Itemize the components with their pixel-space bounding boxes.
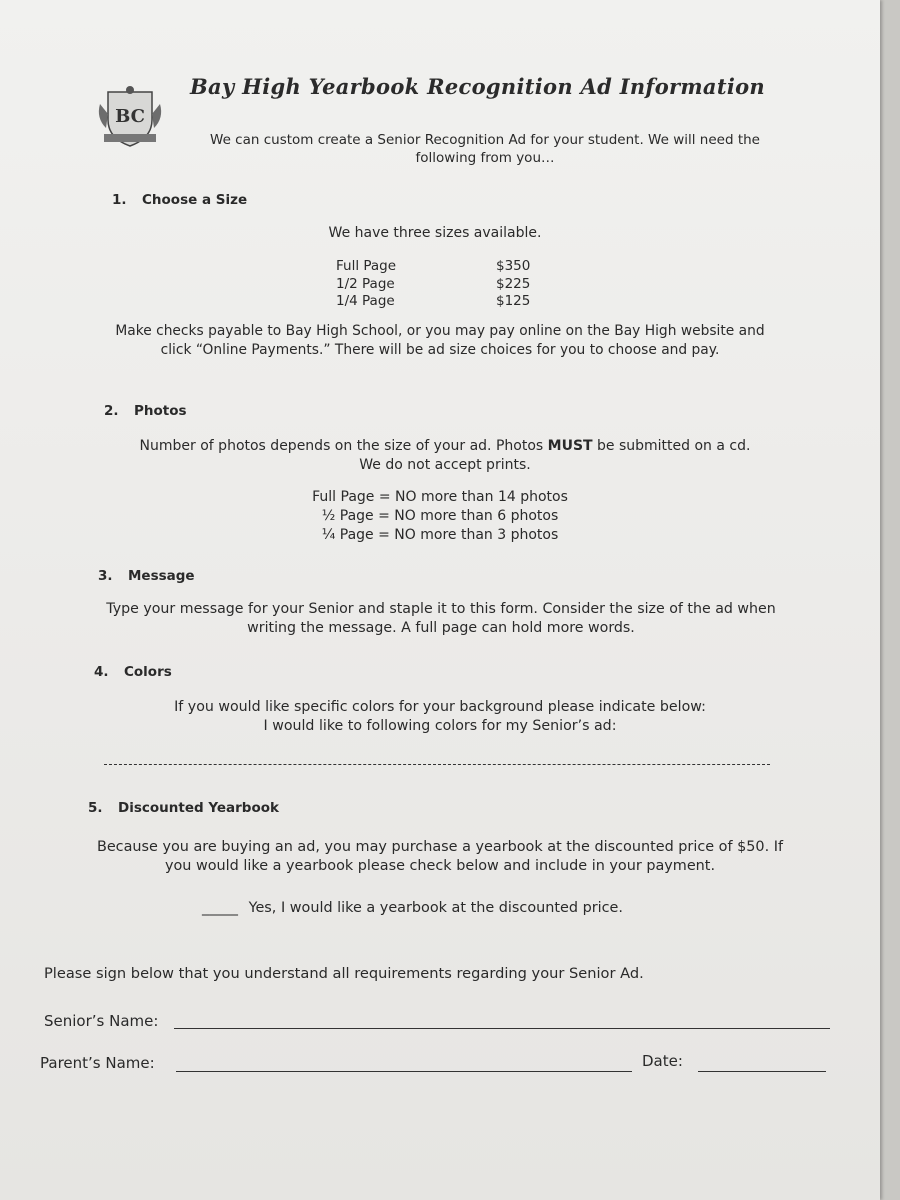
svg-text:BC: BC	[115, 106, 145, 127]
section-message-heading	[98, 568, 195, 584]
price-size: 1/4 Page	[336, 293, 395, 309]
section-number: 4.	[94, 664, 109, 680]
photos-line-1	[90, 437, 800, 456]
price-row	[336, 293, 556, 311]
photos-line-1-b: be submitted on a cd.	[592, 438, 751, 454]
section-colors-heading	[94, 664, 172, 680]
photo-limits-list	[230, 488, 650, 545]
senior-name-line[interactable]	[174, 1028, 830, 1029]
price-value: $225	[496, 275, 531, 292]
yearbook-check-blank[interactable]: _____	[202, 900, 238, 916]
bay-high-crest-logo	[94, 84, 166, 150]
photo-limit-item: ¼ Page = NO more than 3 photos	[321, 527, 559, 543]
intro-line-2: following from you…	[415, 150, 555, 166]
price-row	[336, 276, 556, 294]
yearbook-text	[50, 838, 830, 876]
payment-text	[60, 322, 820, 360]
message-text	[56, 600, 826, 638]
section-number: 2.	[104, 403, 119, 419]
intro-line-1: We can custom create a Senior Recognition Ad for your student. We will need the	[210, 132, 760, 148]
yearbook-checkbox-row	[202, 900, 722, 916]
date-label: Date:	[642, 1052, 683, 1070]
section-photos-heading	[104, 403, 187, 419]
section-title: Choose a Size	[142, 192, 248, 208]
senior-name-label: Senior’s Name:	[44, 1012, 159, 1030]
yearbook-line-2: you would like a yearbook please check below and include in your payment.	[164, 858, 716, 874]
section-number: 3.	[98, 568, 113, 584]
colors-line-2: I would like to following colors for my Senior’s ad:	[263, 718, 617, 734]
intro-text	[170, 131, 800, 167]
price-table	[336, 258, 556, 311]
parent-name-label: Parent’s Name:	[40, 1054, 155, 1072]
section-title: Discounted Yearbook	[118, 800, 279, 816]
price-row	[336, 258, 556, 276]
photos-line-1-a: Number of photos depends on the size of your ad. Photos	[139, 438, 548, 454]
section-size-heading	[112, 192, 247, 208]
yearbook-line-1: Because you are buying an ad, you may purchase a yearbook at the discounted price of $50. If	[96, 839, 784, 855]
price-value: $125	[496, 293, 531, 309]
section-number: 1.	[112, 192, 127, 208]
price-value: $350	[496, 258, 531, 274]
message-line-2: writing the message. A full page can hold more words.	[247, 620, 635, 636]
colors-text	[110, 698, 770, 736]
yearbook-check-label: Yes, I would like a yearbook at the discounted price.	[248, 900, 623, 916]
price-size: Full Page	[336, 258, 397, 274]
signature-instruction: Please sign below that you understand all requirements regarding your Senior Ad.	[44, 965, 644, 982]
photos-text	[90, 437, 800, 475]
price-size: 1/2 Page	[336, 275, 395, 292]
section-title: Colors	[124, 664, 172, 680]
photos-line-2: We do not accept prints.	[359, 457, 531, 473]
section-title: Message	[128, 568, 195, 584]
size-lead-text: We have three sizes available.	[328, 225, 542, 241]
page-title: Bay High Yearbook Recognition Ad Information	[190, 74, 765, 99]
photo-limit-item: ½ Page = NO more than 6 photos	[321, 508, 559, 524]
message-line-1: Type your message for your Senior and staple it to this form. Consider the size of the ad when	[106, 601, 776, 617]
payment-line-2: click “Online Payments.” There will be ad size choices for you to choose and pay.	[160, 342, 720, 358]
parent-name-line[interactable]	[176, 1071, 632, 1072]
date-line[interactable]	[698, 1071, 826, 1072]
section-number: 5.	[88, 800, 103, 816]
photos-must-emphasis: MUST	[547, 438, 593, 454]
section-title: Photos	[134, 403, 187, 419]
colors-line-1: If you would like specific colors for your background please indicate below:	[174, 699, 706, 715]
colors-entry-line[interactable]	[104, 764, 770, 765]
photo-limit-item: Full Page = NO more than 14 photos	[312, 489, 568, 505]
section-yearbook-heading	[88, 800, 279, 816]
payment-line-1: Make checks payable to Bay High School, or you may pay online on the Bay High website and	[115, 323, 765, 339]
